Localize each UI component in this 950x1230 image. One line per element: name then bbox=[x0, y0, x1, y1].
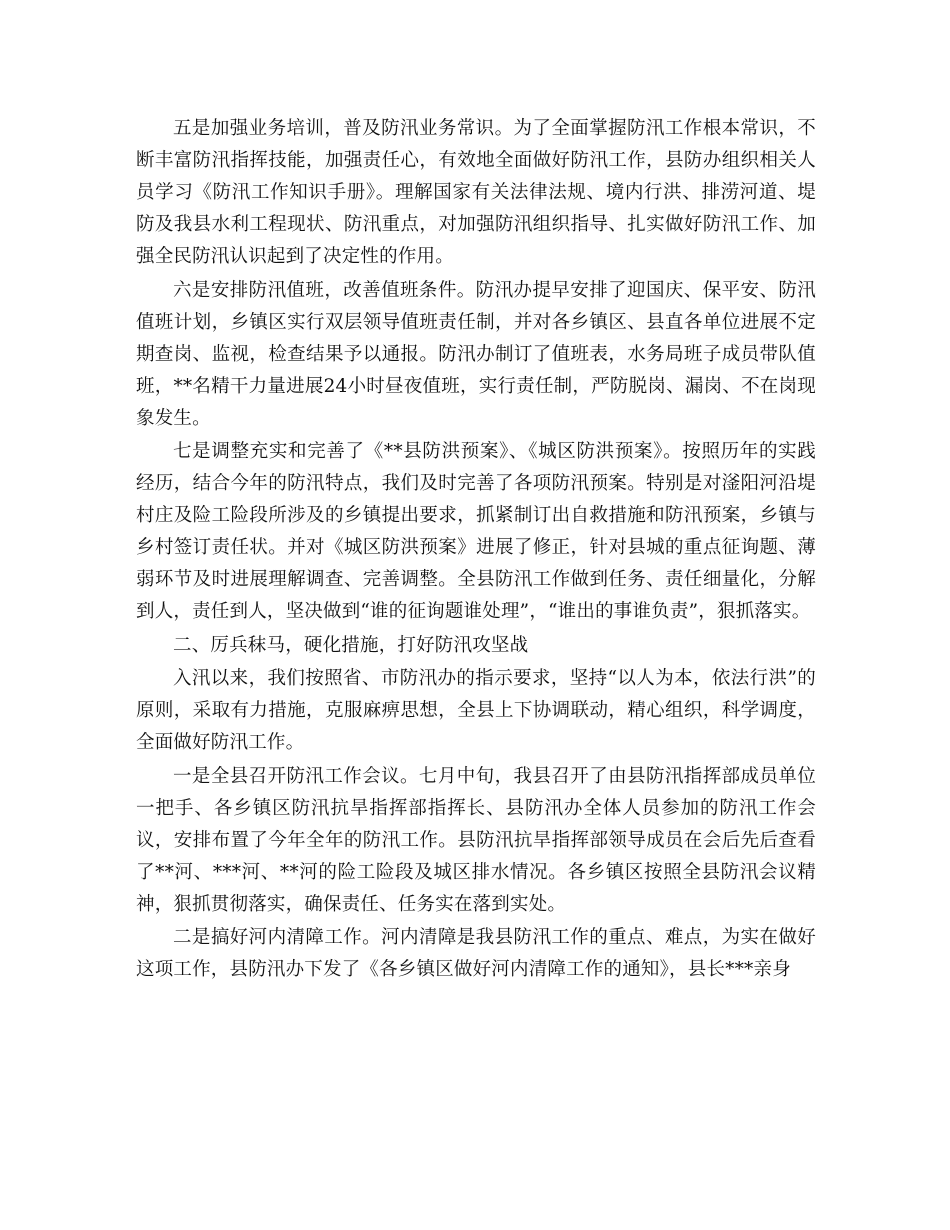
paragraph-duty-arrangement: 六是安排防汛值班，改善值班条件。防汛办提早安排了迎国庆、保平安、防汛值班计划，乡镇区实行双层领导值班责任制，并对各乡镇区、县直各单位进展不定期查岗、监视，检查结果予以通报。防汛办制订了值班表，水务局班子成员带队值班，**名精干力量进展24小时昼夜值班，实行责任制，严防脱岗、漏岗、不在岗现象发生。 bbox=[136, 279, 816, 429]
section-heading-two: 二、厉兵秣马，硬化措施，打好防汛攻坚战 bbox=[173, 634, 529, 656]
paragraph-since-flood-season: 入汛以来，我们按照省、市防汛办的指示要求，坚持“以人为本，依法行洪”的原则，采取有力措施，克服麻痹思想，全县上下协调联动，精心组织，科学调度，全面做好防汛工作。 bbox=[136, 668, 816, 753]
paragraph-flood-plans: 七是调整充实和完善了《**县防洪预案》、《城区防洪预案》。按照历年的实践经历，结合今年的防汛特点，我们及时完善了各项防汛预案。特别是对滏阳河沿堤村庄及险工险段所涉及的乡镇提出要求，抓紧制订出自救措施和防汛预案，乡镇与乡村签订责任状。并对《城区防洪预案》进展了修正，针对县城的重点征询题、薄弱环节及时进展理解调查、完善调整。全县防汛工作做到任务、责任细量化，分解到人，责任到人，坚决做到“谁的征询题谁处理”，“谁出的事谁负责”，狠抓落实。 bbox=[136, 441, 816, 622]
paragraph-river-clearing: 二是搞好河内清障工作。河内清障是我县防汛工作的重点、难点，为实在做好这项工作，县防汛办下发了《各乡镇区做好河内清障工作的通知》，县长***亲身 bbox=[136, 927, 816, 980]
document-page bbox=[136, 113, 816, 988]
paragraph-county-meeting: 一是全县召开防汛工作会议。七月中旬，我县召开了由县防汛指挥部成员单位一把手、各乡镇区防汛抗旱指挥部指挥长、县防汛办全体人员参加的防汛工作会议，安排布置了今年全年的防汛工作。县防汛抗旱指挥部领导成员在会后先后查看了**河、***河、**河的险工险段及城区排水情况。各乡镇区按照全县防汛会议精神，狠抓贯彻落实，确保责任、任务实在落到实处。 bbox=[136, 765, 816, 915]
paragraph-training: 五是加强业务培训，普及防汛业务常识。为了全面掌握防汛工作根本常识，不断丰富防汛指挥技能，加强责任心，有效地全面做好防汛工作，县防办组织相关人员学习《防汛工作知识手册》。理解国家有关法律法规、境内行洪、排涝河道、堤防及我县水利工程现状、防汛重点，对加强防汛组织指导、扎实做好防汛工作、加强全民防汛认识起到了决定性的作用。 bbox=[136, 118, 816, 267]
